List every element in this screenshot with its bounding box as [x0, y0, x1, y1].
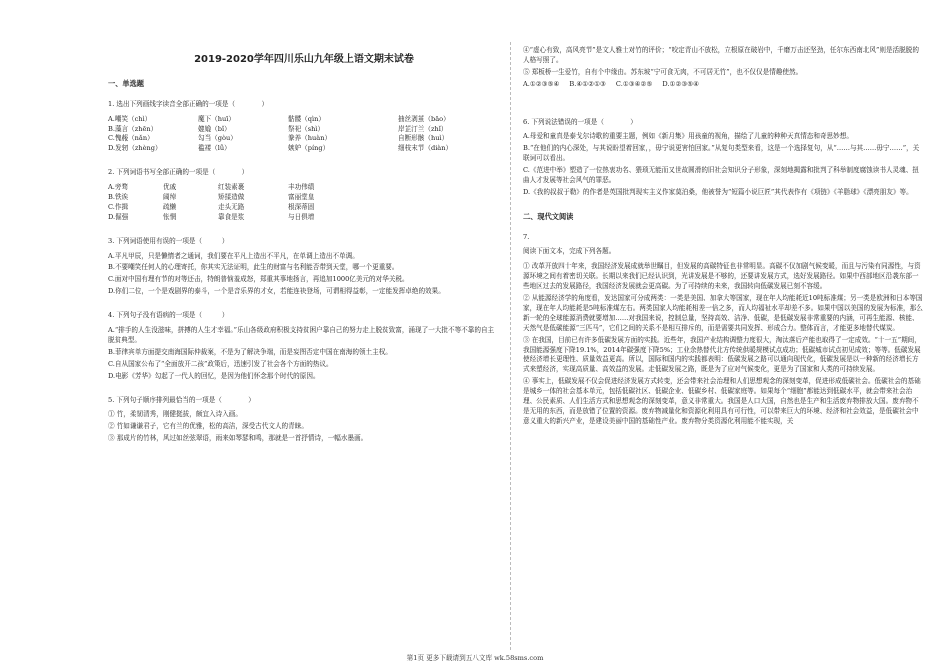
- option-cell: 褴褛（lǚ）: [198, 144, 231, 153]
- option-c: C.面对中国有理有节的对等还击，特朗普恼羞成怒，郑重其事地扬言，再追加1000亿美元的对华关税。: [108, 275, 409, 284]
- option-cell: 怅惘: [163, 212, 177, 221]
- option-cell: 阔绰: [163, 193, 177, 202]
- option-cell: D.发轫（zhèng）: [108, 144, 162, 153]
- question-number: 7.: [523, 232, 530, 241]
- section-heading: 二、现代文阅读: [523, 211, 574, 221]
- option-d: D.①②③⑤④: [662, 79, 700, 88]
- option-row: [108, 183, 500, 193]
- option-c: C.①③④②⑤: [615, 79, 653, 88]
- option-d: D.电影《芳华》勾起了一代人的回忆，是因为他们怀念那个时代的原因。: [108, 371, 320, 380]
- option-row: [523, 80, 925, 90]
- option-cell: 富丽堂皇: [288, 193, 315, 202]
- question-1: [108, 100, 500, 154]
- option-cell: B.藻言（zhēn）: [108, 124, 158, 133]
- option-cell: A.嘲笑（chì）: [108, 114, 152, 123]
- option-cell: 与日俱增: [288, 212, 315, 221]
- question-6: [523, 118, 925, 198]
- option-cell: 媲嫓（bǐ）: [198, 124, 231, 133]
- option-cell: 魔下（huī）: [198, 114, 235, 123]
- option-row: [108, 213, 500, 223]
- option-cell: 祭祀（shì）: [288, 124, 325, 133]
- option-row: [108, 193, 500, 203]
- option-cell: 骷髅（qìn）: [288, 114, 325, 123]
- passage-paragraph: ② 从能源经济学的角度看，发达国家可分成两类：一类是美国、加拿大等国家，现在年人均能耗近10吨标准煤；另一类是欧洲和日本等国家，现在年人均能耗是5吨标准煤左右。两类国家人均能耗相差一倍之多，而人均福祉水平却差不多。如果中国以美国的发展为标准，那么新一轮的全球能源消费就要增加……对我国来说，控制总量，坚持高效、洁净、低碳，是低碳发展非常重要的内涵，可再生能源、核能、天然气是低碳能源“三匹马”，它们之间的关系不是相互排斥的，而是需要共同发挥、形成合力。整体而言，才能更多地替代煤炭。: [523, 294, 923, 332]
- option-cell: 抽丝剥茧（bāo）: [398, 114, 450, 123]
- question-2: [108, 168, 500, 222]
- question-5-continued: [523, 46, 925, 90]
- option-cell: 嫉妒（píng）: [288, 144, 330, 153]
- question-7: [523, 233, 925, 427]
- option-c: C.自从国家公布了“全面放开二孩”政策后，迅速引发了社会各个方面的热议。: [108, 359, 333, 368]
- option-cell: 矫揉造做: [218, 193, 245, 202]
- option-cell: 根深蒂固: [288, 202, 315, 211]
- option-a: A.平凡甲辰，只是懒惰者之通词，我们要在平凡上造出不平凡，在单调上造出不单调。: [108, 251, 359, 260]
- option-cell: 细枝末节（diàn）: [398, 144, 453, 153]
- option-b: B.菲律宾单方面提交南海国际仲裁案，不是为了解决争端，而是妄图否定中国在南海的领土主权。: [108, 347, 392, 356]
- passage-paragraph: ③ 在我国，目前已有许多低碳发展方面的实践。近些年，我国产业结构调整力度很大，淘汰落后产能也取得了一定成效。“十一五”期间，我国能源强度下降19.1%，2014年碳强度下降5%；工业余热替代北方传统供暖规模试点成功；低碳城市试点初见成效；等等。低碳发展使经济增长更理性、质量效益更高。所以，国际和国内的实践都表明：低碳发展之路可以通向现代化，低碳发展是以一种新的经济增长方式来塑经济，实现高质量、高效益的发展。走低碳发展之路，既是为了应对气候变化，更是为了国家和人类的可持续发展。: [523, 335, 921, 374]
- option-c: C.《范进中举》塑造了一位热衷功名、猥琐无能而又世故圆滑的旧社会知识分子形象，深刻地揭露和批判了科举制度腐蚀读书人灵魂、扭曲人才发展等社会风气的罪恶。: [523, 166, 919, 185]
- option-d: D.《我的叔叔于勒》的作者是英国批判现实主义作家莫泊桑，他被誉为“短篇小说巨匠”其代表作有《项链》《羊脂球》《漂亮朋友》等。: [523, 187, 913, 196]
- question-stem: 2. 下列词语书写全部正确的一项是（ ）: [108, 168, 249, 177]
- option-row: [108, 125, 500, 135]
- option-cell: 丰功伟绩: [288, 183, 315, 192]
- option-cell: 豢养（huàn）: [288, 134, 332, 143]
- option-cell: 勾当（gòu）: [198, 134, 237, 143]
- right-column: [523, 44, 925, 441]
- question-stem: 5. 下列句子顺序排列最恰当的一项是（ ）: [108, 395, 255, 404]
- question-stem: 4. 下列句子没有语病的一项是（ ）: [108, 311, 229, 320]
- sentence-item: ① 竹，柔韧清秀，刚健挺拔，颇宜入诗入画。: [108, 410, 242, 419]
- page-footer: 第1页 更多下载请到五八文库 wk.58sms.com: [406, 654, 544, 662]
- option-row: [108, 144, 500, 154]
- reading-intro: 阅读下面文本，完成下列各题。: [523, 247, 616, 256]
- option-cell: A.旁骛: [108, 183, 129, 192]
- sentence-item: ③ 那成片的竹林，风过如丝弦翠语，雨来如琴瑟和鸣，那就是一首抒情诗，一幅水墨画。: [108, 434, 368, 443]
- option-d: D.你们二位，一个是戏剧界的泰斗，一个是音乐界的才女，若能连袂登场，可谓相得益彰，一定能发挥卓绝的效果。: [108, 287, 445, 296]
- option-cell: 走头无路: [218, 202, 245, 211]
- passage-paragraph: ④ 事实上，低碳发展不仅会促进经济发展方式转变，还会带来社会治理和人们思想观念的深刻变革，促进形成低碳社会。低碳社会的基础是城乡一体的社会基本单元，包括低碳社区、低碳企业、低碳乡村、低碳家庭等。如果每个“细胞”都能达到低碳水平，就会带来社会治理、公民素质、人们生活方式和思想观念的深刻变革，意义非常重大。我国是人口大国，自然也是生产和生活废弃物排放大国。废弃物不是无用的东西，而是放错了位置的资源。废弃物减量化和资源化利用具有可行性，可以带来巨大的环境、经济和社会效益，是低碳社会中意义重大的新兴产业，是建设美丽中国的基础性产业。废弃物分类资源化利用能不能实现，关: [523, 377, 921, 425]
- option-cell: 靠食是浆: [218, 212, 245, 221]
- passage-paragraph: ① 改革开放四十年来，我国经济发展成就举世瞩目，但发展的高碳特征也非常明显。高碳不仅加剧气候变暖，而且与污染有同源性，与资源环境之间有着密切关联。长期以来我们已经认识到，光讲发展是不够的，还要讲发展方式，选好发展路径。如果中西部地区沿袭东部一些地区过去的发展路径，我国经济发展就会更高碳。为了可持续的未来，我国转向低碳发展已刻不容缓。: [523, 262, 921, 291]
- question-4: [108, 311, 500, 381]
- option-b: B.④①②①③: [569, 79, 606, 88]
- option-b: B.不要嘲笑任何人的心理寄托，你其实无法证明，此生的财富与名利能否带到天堂，哪一个更重要。: [108, 263, 399, 272]
- option-cell: 红装素裹: [218, 183, 245, 192]
- page-title: 2019-2020学年四川乐山九年级上语文期末试卷: [194, 54, 414, 65]
- question-stem: 6. 下列说法错误的一项是（ ）: [523, 117, 637, 126]
- option-cell: 岸芷汀兰（zhǐ）: [398, 124, 448, 133]
- option-cell: 自断形骸（huì）: [398, 134, 449, 143]
- option-row: [108, 115, 500, 125]
- option-b: B.“在他们的内心深处，与其说盼望着回家，，毋宁说更害怕回家。”从复句类型来看，这是一个选择复句，从“……与其……毋宁……”，关联词可以看出。: [523, 144, 920, 163]
- option-row: [108, 134, 500, 144]
- option-cell: B.铁诶: [108, 193, 129, 202]
- question-5: [108, 396, 500, 445]
- option-cell: 疏懒: [163, 202, 177, 211]
- left-column: [108, 44, 500, 458]
- section-heading: 一、单选题: [108, 79, 144, 88]
- option-cell: 优戚: [163, 183, 177, 192]
- sentence-item: ④“虚心有致，高风亮节”是文人雅士对竹的评价；“咬定青山不放松，立根原在破岩中，千磨万击还坚劲，任尔东西南北风”则是活脱脱的人格写照了。: [523, 46, 919, 64]
- option-cell: D.倔强: [108, 212, 129, 221]
- option-cell: C.作揖: [108, 202, 129, 211]
- column-divider: [510, 42, 511, 650]
- question-stem: 3. 下列词语使用有误的一项是（ ）: [108, 236, 229, 245]
- option-row: [108, 203, 500, 213]
- option-cell: C.愧赧（nǎn）: [108, 134, 154, 143]
- sentence-item: ⑤ 郑板桥一生爱竹，自有个中缘由。苏东坡“宁可食无肉，不可居无竹”，也不仅仅是情趣使然。: [523, 67, 803, 76]
- option-a: A.①②③⑤④: [523, 79, 560, 88]
- sentence-item: ② 竹如谦谦君子，它有兰的优雅，松的高洁，深受古代文人的青睐。: [108, 422, 308, 431]
- option-a: A.母爱和童真是泰戈尔诗歌的重要主题，例如《新月集》用孩童的视角，描绘了儿童的种种天真情态和奇思妙想。: [523, 132, 853, 141]
- question-stem: 1. 选出下列画线字读音全部正确的一项是（ ）: [108, 99, 269, 108]
- option-a: A.“排手的人生没滋味，拼搏的人生才幸福。”乐山各级政府积极支持贫困户靠自己的努力走上脱贫致富，涌现了一大批不等不靠的自主脱贫典型。: [108, 326, 495, 344]
- question-3: [108, 237, 500, 297]
